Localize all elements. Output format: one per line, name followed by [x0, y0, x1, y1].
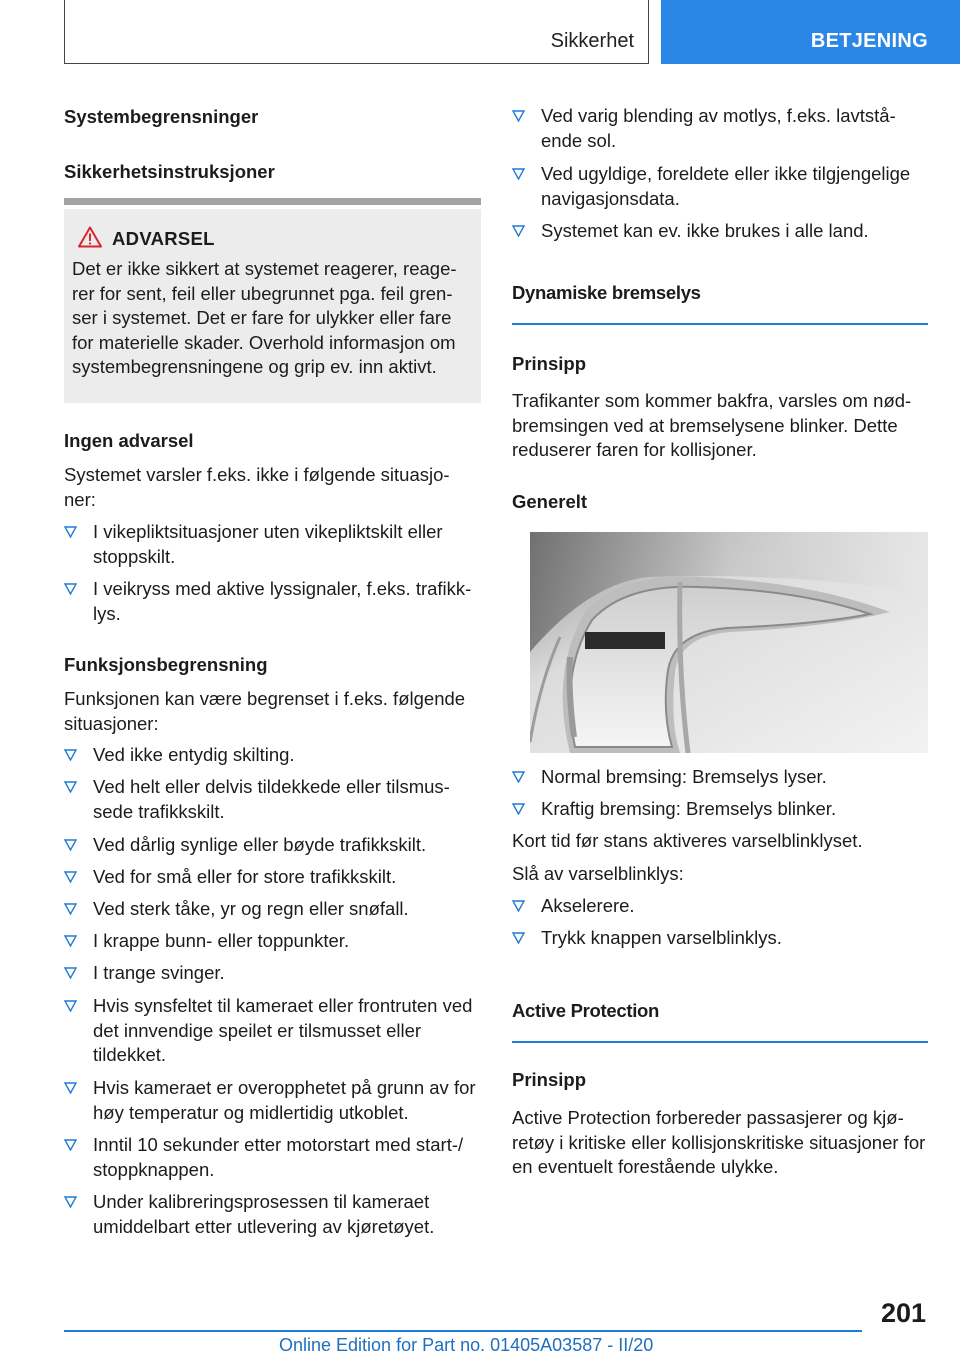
list-item: Normal bremsing: Bremselys lyser. [512, 765, 928, 790]
triangle-bullet-icon [64, 1196, 77, 1208]
list-item: Ved dårlig synlige eller bøyde trafikkskilt. [64, 833, 481, 858]
list-item: I trange svinger. [64, 961, 481, 986]
triangle-bullet-icon [64, 967, 77, 979]
warning-text: Det er ikke sikkert at systemet reagerer, reage-rer for sent, feil eller ubegrunnet pga. feil gren-ser i systemet. Det er fare for ulykker eller fare for materielle skader. Overhold informasjon om systembegrensningene og grip ev. inn aktivt. [72, 258, 457, 377]
list-item: Kraftig bremsing: Bremselys blinker. [512, 797, 928, 822]
warning-box [64, 209, 481, 403]
brake-light-photo [530, 532, 928, 753]
list-item: I veikryss med aktive lyssignaler, f.eks. trafikk-lys. [64, 577, 481, 626]
section-heading-safety: Sikkerhetsinstruksjoner [64, 161, 275, 182]
section-title: Sikkerhet [550, 30, 634, 52]
warning-triangle-icon [78, 226, 102, 248]
heading-principle: Prinsipp [512, 1069, 587, 1090]
heading-limitation: Funksjonsbegrensning [64, 654, 268, 675]
list-item: Hvis kameraet er overopphetet på grunn av for høy temperatur og midlertidig utkoblet. [64, 1076, 481, 1125]
triangle-bullet-icon [64, 1000, 77, 1012]
triangle-bullet-icon [64, 583, 77, 595]
list-item: Akselerere. [512, 894, 928, 919]
list-item: Under kalibreringsprosessen til kameraet umiddelbart etter utlevering av kjøretøyet. [64, 1190, 481, 1239]
triangle-bullet-icon [64, 839, 77, 851]
header-chapter-tab [661, 0, 960, 64]
triangle-bullet-icon [64, 903, 77, 915]
triangle-bullet-icon [512, 110, 525, 122]
tail-light-illustration [530, 532, 928, 753]
chapter-title: BETJENING [810, 30, 928, 52]
warning-label: ADVARSEL [112, 228, 215, 249]
no-warning-intro: Systemet varsler f.eks. ikke i følgende situasjo-ner: [64, 464, 450, 510]
footer-rule [64, 1330, 862, 1332]
heading-rule [512, 323, 928, 325]
heading-no-warning: Ingen advarsel [64, 430, 194, 451]
list-item: Trykk knappen varselblinklys. [512, 926, 928, 951]
triangle-bullet-icon [64, 526, 77, 538]
turn-off-heading: Slå av varselblinklys: [512, 863, 684, 884]
page-title: Systembegrensninger [64, 106, 259, 127]
triangle-bullet-icon [64, 1139, 77, 1151]
triangle-bullet-icon [64, 1082, 77, 1094]
edition-text: Online Edition for Part no. 01405A03587 - II/20 [279, 1335, 654, 1355]
header-section-tab [64, 0, 649, 64]
list-item: Systemet kan ev. ikke brukes i alle land. [512, 219, 928, 244]
list-item: Hvis synsfeltet til kameraet eller frontruten ved det innvendige speilet er tilsmusset eller tildekket. [64, 994, 481, 1068]
principle-text: Active Protection forbereder passasjerer og kjø-retøy i kritiske eller kollisjonskritiske situasjoner for en eventuelt forestående ulykke. [512, 1107, 926, 1177]
warning-top-bar [64, 198, 481, 205]
limitation-intro: Funksjonen kan være begrenset i f.eks. følgende situasjoner: [64, 688, 466, 734]
chapter-heading-dynamic-brake-lights: Dynamiske bremselys [512, 282, 701, 303]
triangle-bullet-icon [64, 871, 77, 883]
triangle-bullet-icon [512, 225, 525, 237]
triangle-bullet-icon [64, 749, 77, 761]
list-item: Ved for små eller for store trafikkskilt. [64, 865, 481, 890]
triangle-bullet-icon [512, 771, 525, 783]
list-item: I krappe bunn- eller toppunkter. [64, 929, 481, 954]
note-text: Kort tid før stans aktiveres varselblinklyset. [512, 830, 863, 851]
list-item: Ved sterk tåke, yr og regn eller snøfall. [64, 897, 481, 922]
heading-general: Generelt [512, 491, 588, 512]
heading-rule [512, 1041, 928, 1043]
triangle-bullet-icon [512, 803, 525, 815]
page-number: 201 [880, 1298, 926, 1328]
list-item: Inntil 10 sekunder etter motorstart med start-/ stoppknappen. [64, 1133, 481, 1182]
list-item: Ved helt eller delvis tildekkede eller tilsmus-sede trafikkskilt. [64, 775, 481, 824]
heading-principle: Prinsipp [512, 353, 587, 374]
triangle-bullet-icon [512, 932, 525, 944]
list-item: Ved ugyldige, foreldete eller ikke tilgjengelige navigasjonsdata. [512, 162, 928, 211]
list-item: Ved ikke entydig skilting. [64, 743, 481, 768]
principle-text: Trafikanter som kommer bakfra, varsles om nød-bremsingen ved at bremselysene blinker. Dette reduserer faren for kollisjoner. [512, 390, 912, 460]
triangle-bullet-icon [512, 900, 525, 912]
list-item: I vikepliktsituasjoner uten vikepliktskilt eller stoppskilt. [64, 520, 481, 569]
triangle-bullet-icon [64, 935, 77, 947]
chapter-heading-active-protection: Active Protection [512, 1000, 660, 1021]
triangle-bullet-icon [512, 168, 525, 180]
triangle-bullet-icon [64, 781, 77, 793]
list-item: Ved varig blending av motlys, f.eks. lavtstå-ende sol. [512, 104, 928, 153]
